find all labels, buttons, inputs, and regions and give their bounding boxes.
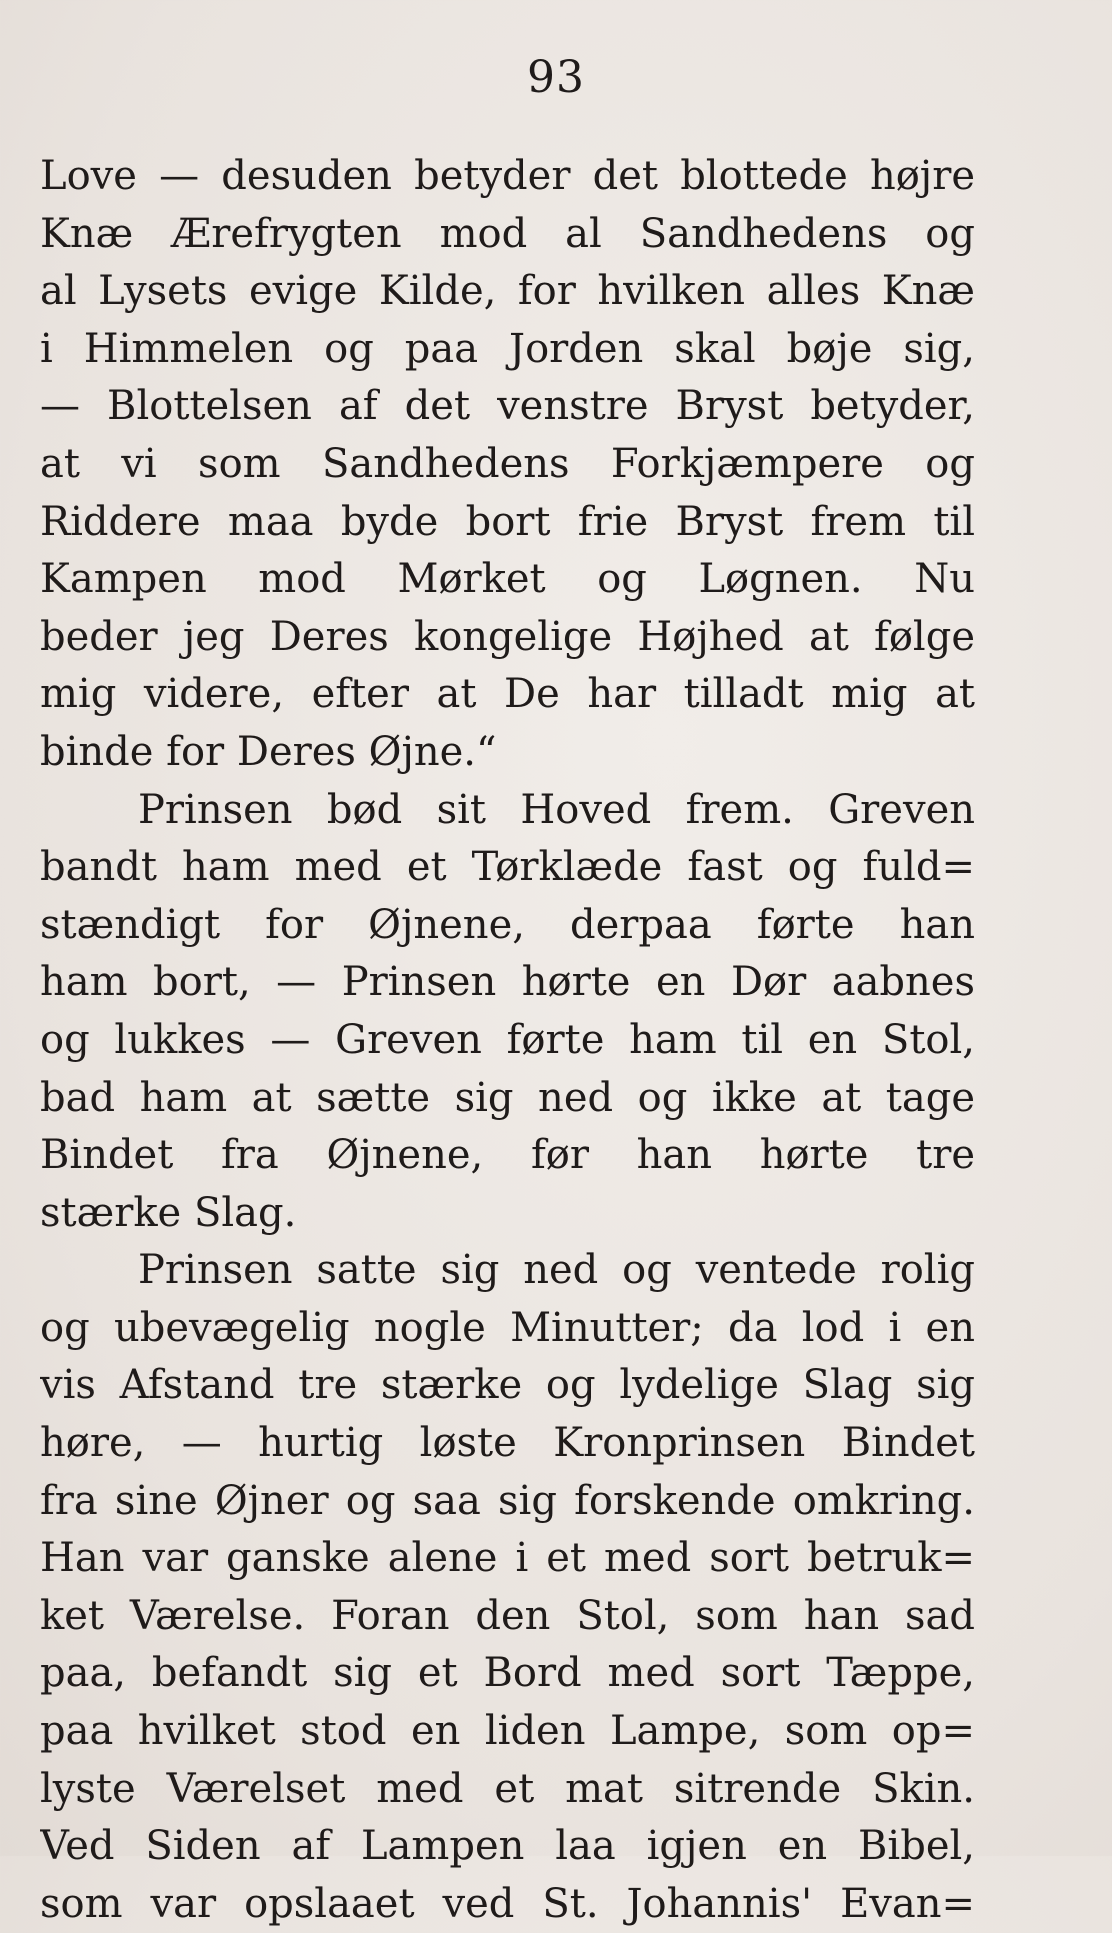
body-text — [40, 148, 975, 1933]
text-line: ket Værelse. Foran den Stol, som han sad — [40, 1592, 975, 1639]
text-line: ham bort, — Prinsen hørte en Dør aabnes — [40, 959, 975, 1006]
text-line: binde for Deres Øjne.“ — [40, 728, 497, 775]
text-line: at vi som Sandhedens Forkjæmpere og — [40, 440, 975, 487]
text-line: Ved Siden af Lampen laa igjen en Bibel, — [40, 1823, 975, 1870]
text-line: og ubevægelig nogle Minutter; da lod i en — [40, 1304, 975, 1351]
text-line: bandt ham med et Tørklæde fast og fuld= — [40, 844, 975, 891]
text-line: Riddere maa byde bort frie Bryst frem til — [40, 498, 975, 545]
text-line: stærke Slag. — [40, 1189, 297, 1236]
text-line: al Lysets evige Kilde, for hvilken alles Knæ — [40, 268, 975, 315]
text-line: Knæ Ærefrygten mod al Sandhedens og — [40, 210, 975, 257]
text-line: som var opslaaet ved St. Johannis' Evan= — [40, 1880, 975, 1927]
text-line: Prinsen satte sig ned og ventede rolig — [138, 1247, 975, 1294]
text-line: Kampen mod Mørket og Løgnen. Nu — [40, 556, 975, 603]
text-line: og lukkes — Greven førte ham til en Stol, — [40, 1016, 975, 1063]
page-number: 93 — [527, 52, 585, 103]
text-line: paa, befandt sig et Bord med sort Tæppe, — [40, 1650, 975, 1697]
text-line: i Himmelen og paa Jorden skal bøje sig, — [40, 325, 975, 372]
text-line: beder jeg Deres kongelige Højhed at følge — [40, 613, 975, 660]
text-line: Love — desuden betyder det blottede højre — [40, 153, 975, 199]
text-line: — Blottelsen af det venstre Bryst betyder, — [40, 383, 975, 430]
text-line: vis Afstand tre stærke og lydelige Slag sig — [40, 1362, 975, 1409]
text-line: paa hvilket stod en liden Lampe, som op= — [40, 1708, 975, 1755]
text-line: fra sine Øjner og saa sig forskende omkring. — [40, 1477, 975, 1524]
text-line: stændigt for Øjnene, derpaa førte han — [40, 901, 975, 948]
text-line: lyste Værelset med et mat sitrende Skin. — [40, 1765, 975, 1812]
text-line: Han var ganske alene i et med sort betruk= — [40, 1535, 975, 1582]
text-line: mig videre, efter at De har tilladt mig at — [40, 671, 975, 718]
text-line: høre, — hurtig løste Kronprinsen Bindet — [40, 1420, 975, 1467]
text-line: Prinsen bød sit Hoved frem. Greven — [138, 786, 975, 833]
text-line: Bindet fra Øjnene, før han hørte tre — [40, 1132, 975, 1179]
text-line: bad ham at sætte sig ned og ikke at tage — [40, 1074, 975, 1121]
